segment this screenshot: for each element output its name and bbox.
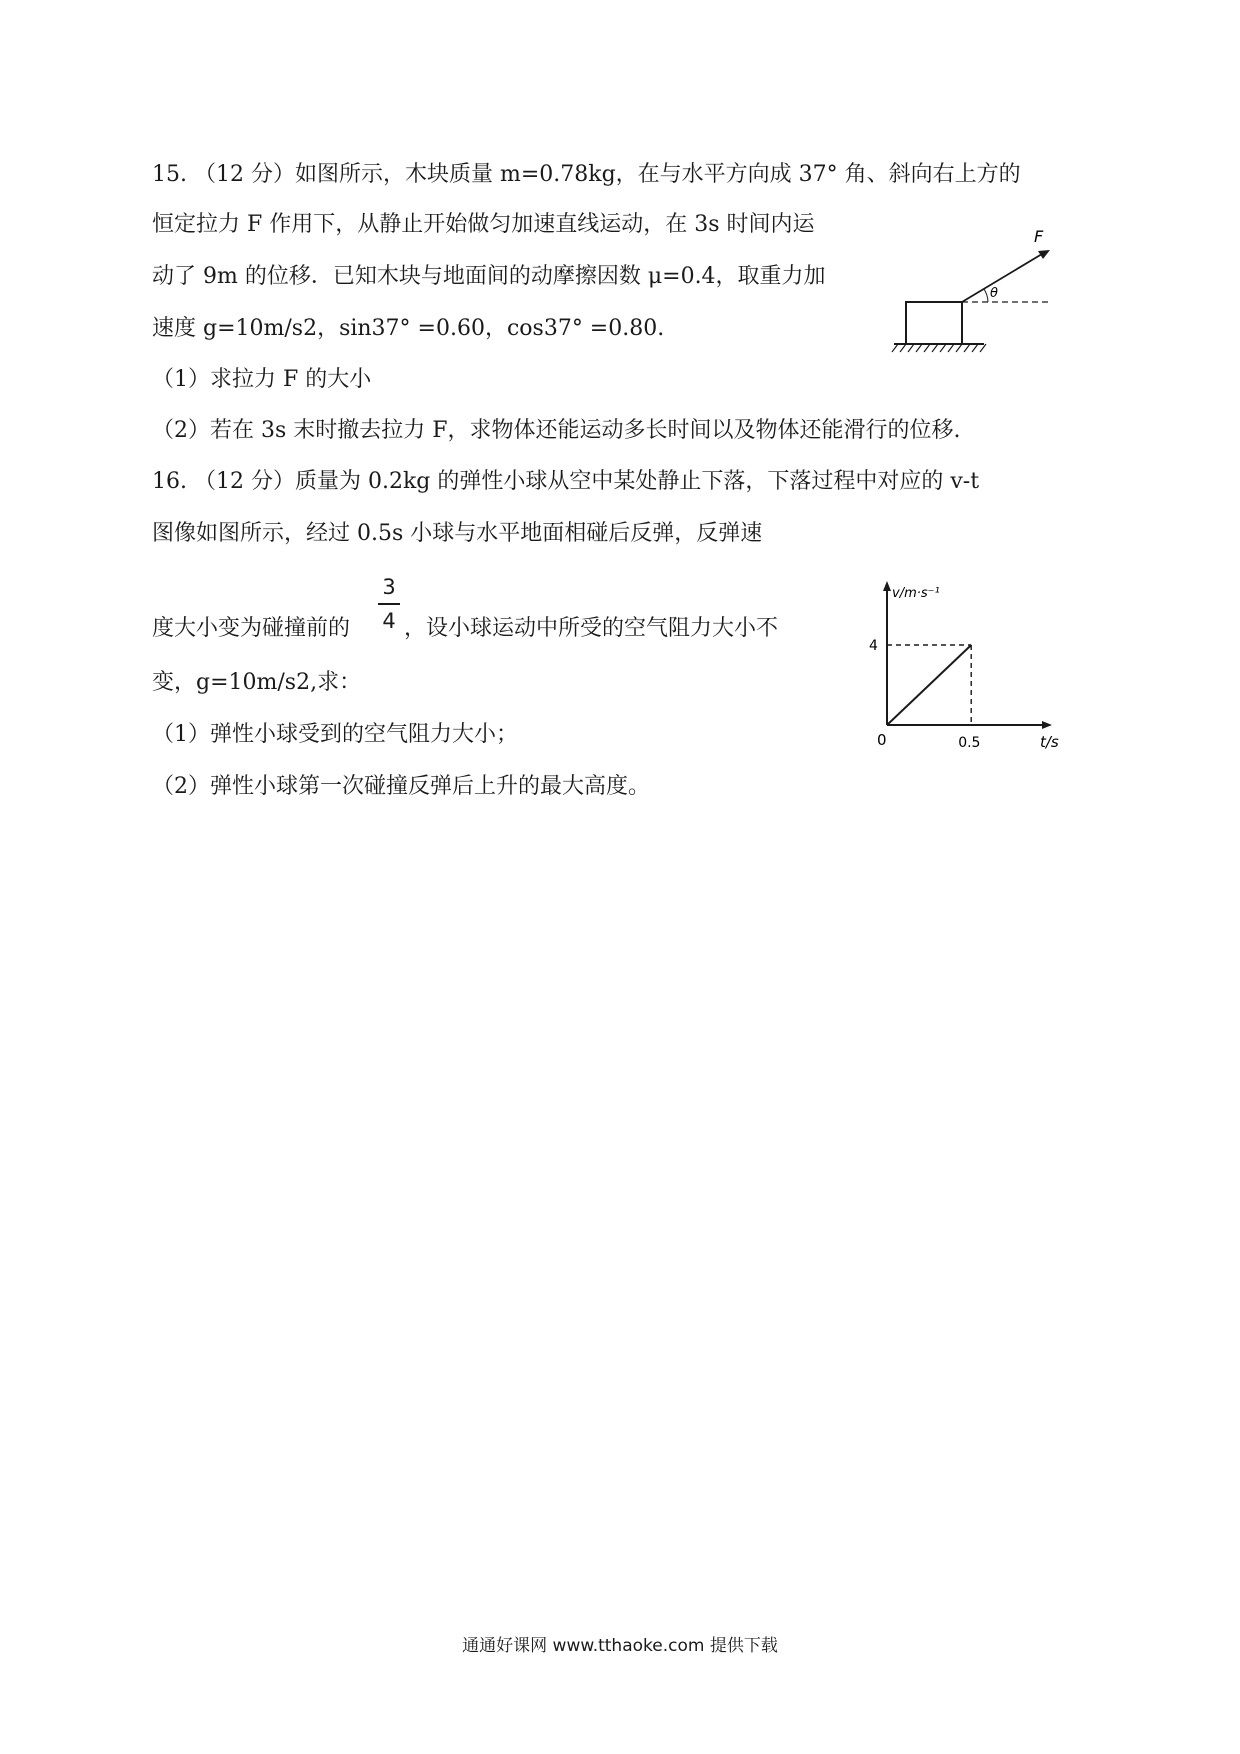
q15-line-3: 动了 9m 的位移．已知木块与地面间的动摩擦因数 μ=0.4，取重力加 — [152, 264, 826, 289]
q15-part-2: （2）若在 3s 末时撤去拉力 F，求物体还能运动多长时间以及物体还能滑行的位移. — [152, 418, 961, 443]
q16-line-3-after: ，设小球运动中所受的空气阻力大小不 — [404, 616, 779, 641]
fraction-denominator: 4 — [382, 608, 396, 633]
q16-part-2: （2）弹性小球第一次碰撞反弹后上升的最大高度。 — [152, 774, 650, 799]
y-tick-label-4: 4 — [869, 638, 878, 654]
fraction-three-quarters — [378, 574, 400, 634]
fraction-numerator: 3 — [382, 575, 396, 599]
q16-line-3-before: 度大小变为碰撞前的 — [152, 616, 351, 641]
q16-line-1: 16. （12 分）质量为 0.2kg 的弹性小球从空中某处静止下落，下落过程中对应的 v-t — [152, 469, 980, 494]
fraction-bar — [378, 603, 400, 605]
q15-line-1: 15. （12 分）如图所示，木块质量 m=0.78kg，在与水平方向成 37° 角、斜向右上方的 — [152, 162, 1021, 187]
series-line — [887, 645, 971, 725]
q15-part-1: （1）求拉力 F 的大小 — [152, 367, 372, 392]
v-t-graph — [850, 575, 1080, 765]
q15-line-4: 速度 g=10m/s2，sin37° =0.60，cos37° =0.80. — [152, 316, 665, 341]
q16-line-4: 变，g=10m/s2,求： — [152, 670, 362, 695]
y-axis-arrow — [883, 581, 891, 591]
wood-block — [906, 302, 962, 344]
q16-part-1: （1）弹性小球受到的空气阻力大小； — [152, 722, 518, 747]
ground-hatching — [892, 344, 986, 352]
force-arrow-shaft — [962, 254, 1042, 302]
x-tick-label-0-5: 0.5 — [958, 735, 981, 751]
footer-source: 通通好课网 www.tthaoke.com 提供下载 — [462, 1636, 778, 1656]
x-axis-label: t/s — [1040, 733, 1059, 751]
y-axis-label: v/m·s⁻¹ — [892, 586, 940, 601]
q16-line-2: 图像如图所示，经过 0.5s 小球与水平地面相碰后反弹，反弹速 — [152, 521, 763, 546]
x-axis-arrow — [1042, 721, 1052, 729]
angle-arc — [984, 289, 988, 302]
origin-label: 0 — [877, 731, 887, 749]
q15-line-2: 恒定拉力 F 作用下，从静止开始做匀加速直线运动，在 3s 时间内运 — [152, 212, 815, 237]
angle-label: θ — [990, 286, 998, 301]
block-force-diagram — [890, 224, 1080, 364]
force-label: F — [1034, 227, 1044, 246]
